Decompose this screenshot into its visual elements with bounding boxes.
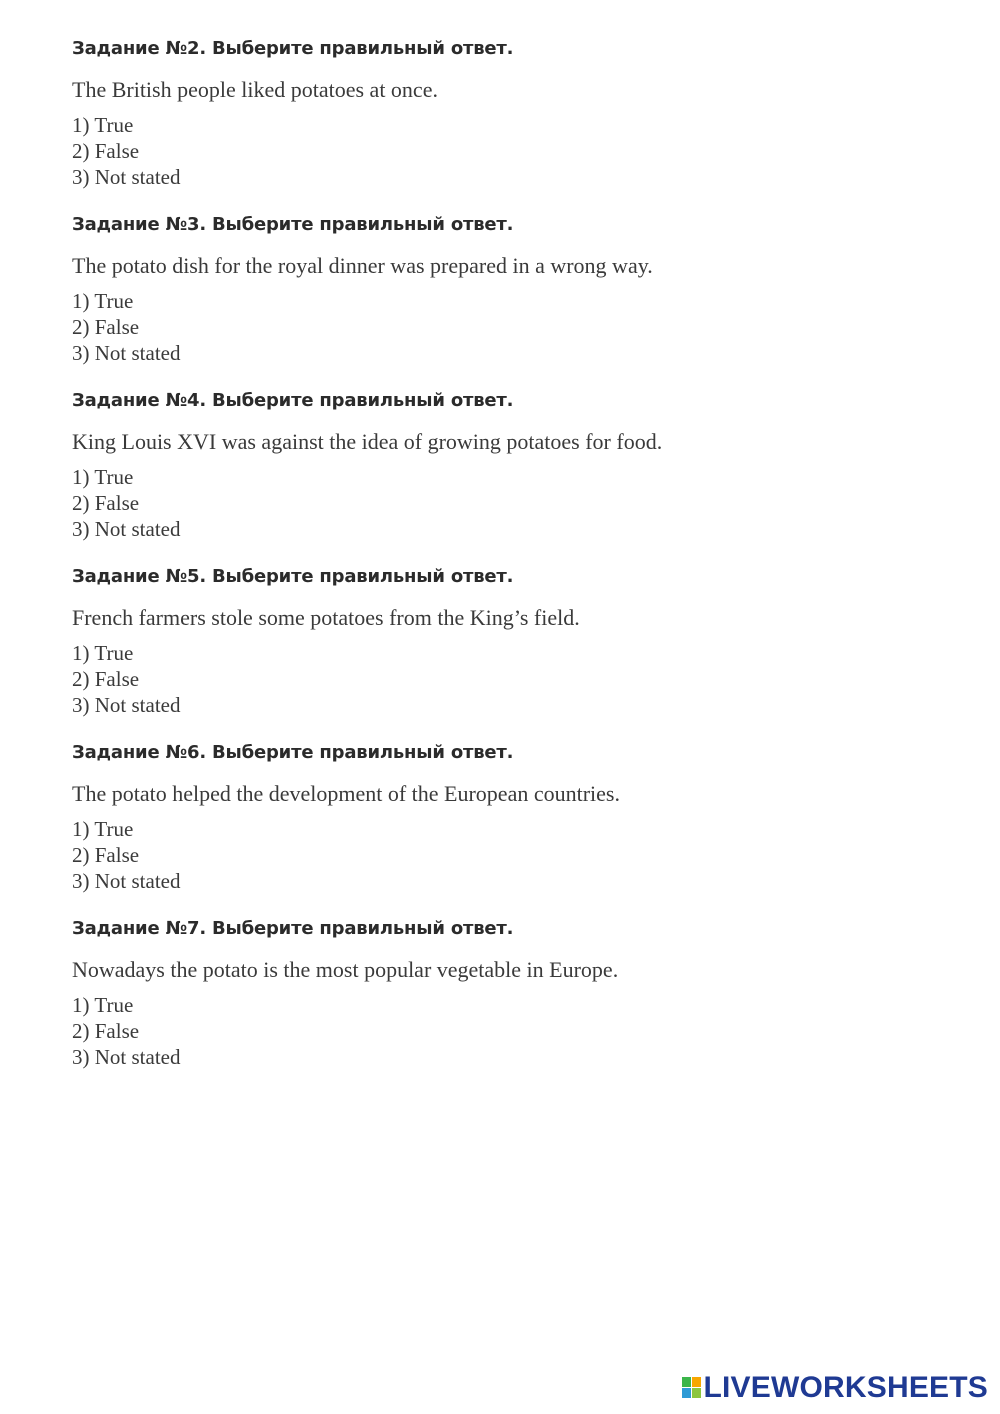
logo-square xyxy=(682,1388,691,1398)
task-heading: Задание №3. Выберите правильный ответ. xyxy=(72,214,514,235)
task-3 xyxy=(72,212,952,366)
task-2 xyxy=(72,36,952,190)
option-false[interactable]: 2) False xyxy=(72,139,140,163)
option-not-stated[interactable]: 3) Not stated xyxy=(72,341,181,365)
task-question: The British people liked potatoes at once. xyxy=(72,77,438,102)
liveworksheets-logo-icon xyxy=(682,1377,702,1399)
liveworksheets-logo xyxy=(682,1371,989,1404)
answer-options xyxy=(72,112,952,190)
option-false[interactable]: 2) False xyxy=(72,491,140,515)
task-heading: Задание №5. Выберите правильный ответ. xyxy=(72,566,514,587)
task-question: The potato helped the development of the European countries. xyxy=(72,781,620,806)
answer-options xyxy=(72,288,952,366)
task-heading: Задание №7. Выберите правильный ответ. xyxy=(72,918,514,939)
option-not-stated[interactable]: 3) Not stated xyxy=(72,517,181,541)
task-heading: Задание №2. Выберите правильный ответ. xyxy=(72,38,514,59)
option-true[interactable]: 1) True xyxy=(72,289,134,313)
logo-text: LIVEWORKSHEETS xyxy=(703,1371,988,1404)
task-question: King Louis XVI was against the idea of growing potatoes for food. xyxy=(72,429,663,454)
option-false[interactable]: 2) False xyxy=(72,1019,140,1043)
option-true[interactable]: 1) True xyxy=(72,641,134,665)
option-not-stated[interactable]: 3) Not stated xyxy=(72,165,181,189)
option-false[interactable]: 2) False xyxy=(72,315,140,339)
option-false[interactable]: 2) False xyxy=(72,667,140,691)
answer-options xyxy=(72,816,952,894)
option-true[interactable]: 1) True xyxy=(72,113,134,137)
logo-square xyxy=(682,1377,691,1387)
task-6 xyxy=(72,740,952,894)
option-true[interactable]: 1) True xyxy=(72,465,134,489)
answer-options xyxy=(72,640,952,718)
task-question: Nowadays the potato is the most popular vegetable in Europe. xyxy=(72,957,619,982)
task-5 xyxy=(72,564,952,718)
option-not-stated[interactable]: 3) Not stated xyxy=(72,869,181,893)
answer-options xyxy=(72,992,952,1070)
task-heading: Задание №6. Выберите правильный ответ. xyxy=(72,742,514,763)
task-question: The potato dish for the royal dinner was prepared in a wrong way. xyxy=(72,253,653,278)
task-7 xyxy=(72,916,952,1070)
answer-options xyxy=(72,464,952,542)
option-not-stated[interactable]: 3) Not stated xyxy=(72,693,181,717)
option-true[interactable]: 1) True xyxy=(72,993,134,1017)
task-question: French farmers stole some potatoes from the King’s field. xyxy=(72,605,580,630)
option-not-stated[interactable]: 3) Not stated xyxy=(72,1045,181,1069)
option-true[interactable]: 1) True xyxy=(72,817,134,841)
task-4 xyxy=(72,388,952,542)
task-heading: Задание №4. Выберите правильный ответ. xyxy=(72,390,514,411)
worksheet-page xyxy=(72,36,952,1092)
logo-square xyxy=(692,1388,701,1398)
logo-square xyxy=(692,1377,701,1387)
option-false[interactable]: 2) False xyxy=(72,843,140,867)
